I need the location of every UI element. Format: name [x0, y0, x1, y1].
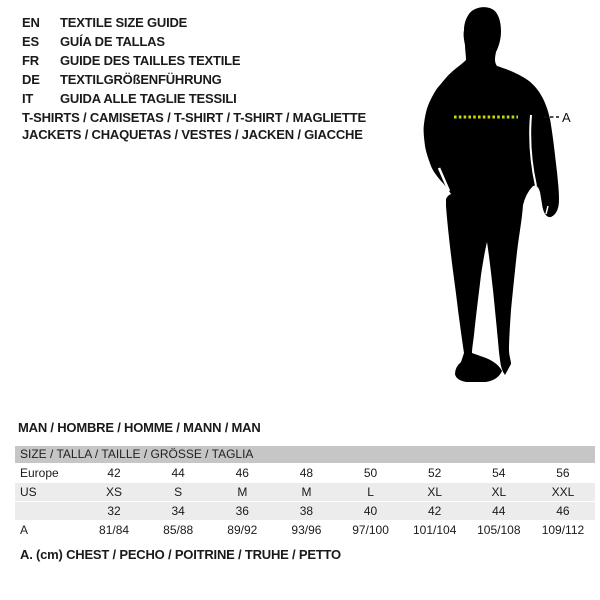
language-code: EN [22, 15, 40, 30]
language-guide-title: GUIDE DES TAILLES TEXTILE [60, 53, 241, 68]
man-silhouette-figure [408, 0, 573, 395]
language-code: FR [22, 53, 39, 68]
table-cell: 32 [107, 504, 121, 518]
table-cell: 50 [363, 466, 378, 480]
size-table-header: SIZE / TALLA / TAILLE / GRÖSSE / TAGLIA [15, 446, 595, 463]
language-code: ES [22, 34, 39, 49]
language-guide-title: TEXTILGRÖßENFÜHRUNG [60, 72, 222, 87]
language-guide-title: GUIDA ALLE TAGLIE TESSILI [60, 91, 237, 106]
table-cell: 42 [428, 504, 442, 518]
table-cell: XXL [551, 485, 575, 499]
table-cell: L [367, 485, 374, 499]
table-cell: M [237, 485, 248, 499]
language-guide-title: GUÍA DE TALLAS [60, 34, 165, 49]
category-tshirts: T-SHIRTS / CAMISETAS / T-SHIRT / T-SHIRT / MAGLIETTE [22, 110, 366, 125]
table-row [15, 483, 595, 501]
table-cell: 81/84 [99, 523, 130, 537]
measure-label-a: A [562, 110, 571, 125]
table-cell: 109/112 [541, 523, 585, 537]
language-row [22, 51, 240, 70]
size-table-body [15, 464, 595, 539]
table-cell: 52 [428, 466, 442, 480]
man-silhouette-svg [408, 0, 573, 395]
table-cell: 46 [556, 504, 570, 518]
table-cell: M [301, 485, 312, 499]
table-row-label: US [20, 485, 37, 499]
table-cell: XS [106, 485, 123, 499]
section-title-man: MAN / HOMBRE / HOMME / MANN / MAN [18, 420, 261, 435]
language-row [22, 13, 240, 32]
table-cell: XL [491, 485, 507, 499]
garment-categories [22, 109, 366, 143]
table-cell: 56 [556, 466, 570, 480]
table-cell: 40 [363, 504, 378, 518]
table-row-label [15, 504, 82, 518]
language-row [22, 89, 240, 108]
size-table [15, 446, 595, 540]
language-code: DE [22, 72, 40, 87]
table-cell: 34 [171, 504, 185, 518]
category-jackets: JACKETS / CHAQUETAS / VESTES / JACKEN / GIACCHE [22, 127, 363, 142]
table-cell: 48 [299, 466, 314, 480]
table-cell: XL [427, 485, 443, 499]
table-cell: 36 [235, 504, 249, 518]
table-row [15, 502, 595, 520]
table-cell: 85/88 [163, 523, 194, 537]
measurement-footnote: A. (cm) CHEST / PECHO / POITRINE / TRUHE / PETTO [20, 547, 341, 562]
language-list [22, 13, 240, 108]
table-cell: 44 [492, 504, 506, 518]
table-row [15, 464, 595, 482]
table-row [15, 521, 595, 539]
language-row [22, 70, 240, 89]
table-cell: 93/96 [291, 523, 322, 537]
man-silhouette-shape [424, 7, 559, 382]
table-cell: 42 [107, 466, 121, 480]
table-cell: 38 [299, 504, 314, 518]
table-cell: 54 [492, 466, 506, 480]
language-row [22, 32, 240, 51]
table-cell: 101/104 [412, 523, 457, 537]
table-cell: S [174, 485, 183, 499]
table-cell: 97/100 [352, 523, 389, 537]
table-cell: 44 [171, 466, 185, 480]
table-cell: 46 [235, 466, 249, 480]
table-row-label: A [20, 523, 29, 537]
table-cell: 89/92 [227, 523, 258, 537]
table-row-label: Europe [20, 466, 59, 480]
table-cell: 105/108 [477, 523, 521, 537]
language-code: IT [22, 91, 34, 106]
language-guide-title: TEXTILE SIZE GUIDE [60, 15, 188, 30]
